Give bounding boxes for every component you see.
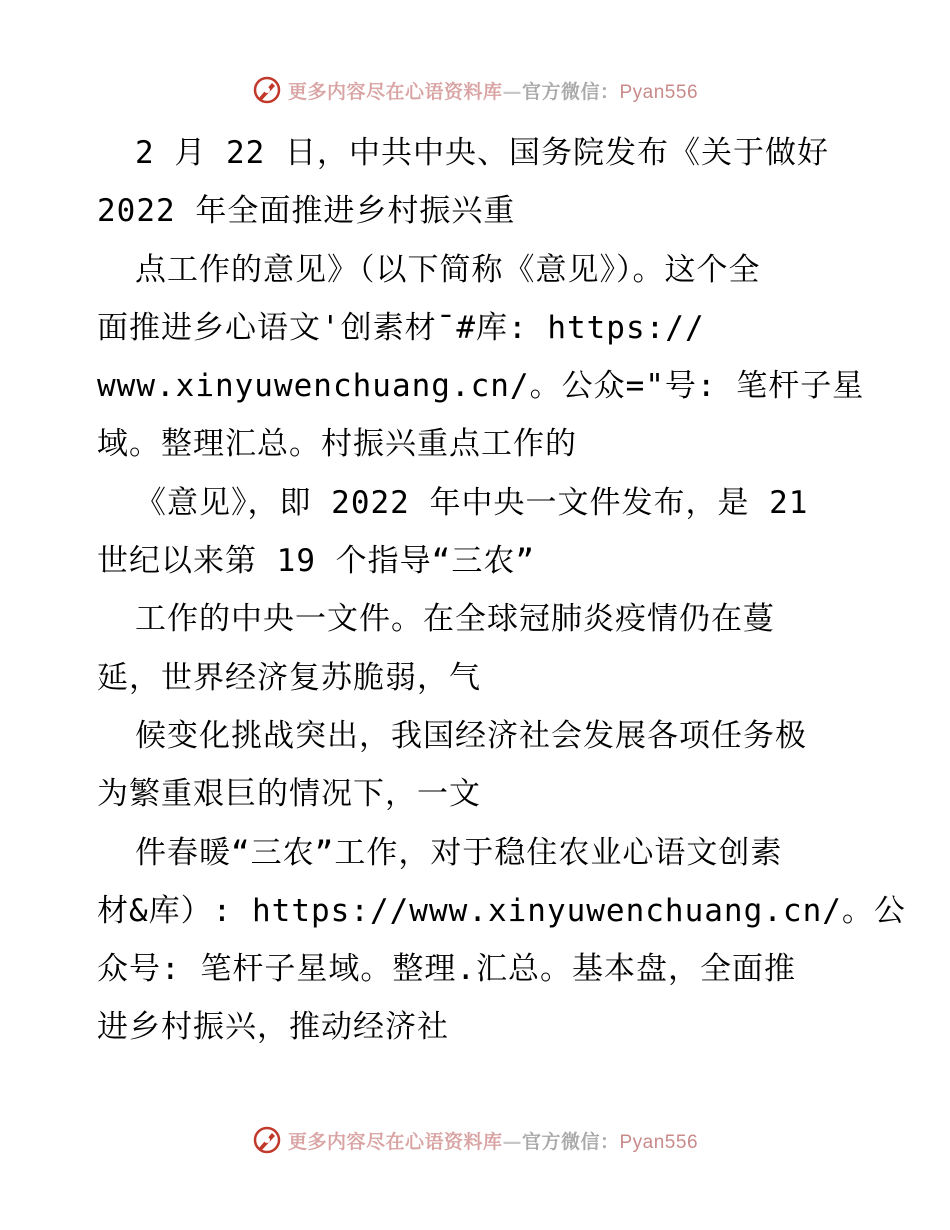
header-watermark-inner bbox=[252, 75, 698, 105]
footer-watermark-inner bbox=[252, 1125, 698, 1155]
footer-watermark bbox=[0, 1120, 950, 1160]
document-line-16: 进乡村振兴，推动经济社 bbox=[97, 1009, 449, 1046]
header-wechat-id: Pyan556 bbox=[619, 81, 699, 103]
document-line-6: 域。整理汇总。村振兴重点工作的 bbox=[97, 426, 577, 463]
footer-wechat-id: Pyan556 bbox=[619, 1131, 699, 1153]
document-line-2: 2022 年全面推进乡村振兴重 bbox=[97, 193, 516, 230]
document-line-8: 世纪以来第 19 个指导“三农” bbox=[97, 543, 535, 580]
document-line-15: 众号: 笔杆子星域。整理.汇总。基本盘，全面推 bbox=[97, 951, 796, 988]
footer-watermark-text bbox=[288, 1127, 698, 1154]
document-line-14: 材&库）: https://www.xinyuwenchuang.cn/。公 bbox=[97, 892, 906, 929]
header-separator: — bbox=[502, 80, 522, 103]
header-watermark-text bbox=[288, 77, 698, 104]
document-line-11: 候变化挑战突出，我国经济社会发展各项任务极 bbox=[135, 717, 807, 754]
header-official-label: 官方微信： bbox=[521, 80, 620, 103]
document-line-10: 延，世界经济复苏脆弱，气 bbox=[97, 659, 481, 696]
header-brand-text: 更多内容尽在心语资料库 bbox=[287, 80, 503, 103]
pen-logo-icon bbox=[252, 75, 282, 105]
header-watermark bbox=[0, 70, 950, 110]
document-line-9: 工作的中央一文件。在全球冠肺炎疫情仍在蔓 bbox=[135, 601, 775, 638]
document-line-7: 《意见》，即 2022 年中央一文件发布，是 21 bbox=[135, 484, 809, 521]
document-body bbox=[97, 124, 906, 1057]
footer-separator: — bbox=[502, 1130, 522, 1153]
footer-official-label: 官方微信： bbox=[521, 1130, 620, 1153]
document-line-13: 件春暖“三农”工作，对于稳住农业心语文创素 bbox=[135, 834, 783, 871]
document-line-12: 为繁重艰巨的情况下，一文 bbox=[97, 776, 481, 813]
document-line-1: 2 月 22 日，中共中央、国务院发布《关于做好 bbox=[135, 135, 829, 171]
document-line-3: 点工作的意见》（以下简称《意见》）。这个全 bbox=[135, 251, 761, 288]
pen-logo-icon bbox=[252, 1125, 282, 1155]
document-line-4: 面推进乡心语文'创素材¯#库: https:// bbox=[97, 309, 705, 346]
document-line-5: www.xinyuwenchuang.cn/。公众="号: 笔杆子星 bbox=[97, 368, 865, 405]
footer-brand-text: 更多内容尽在心语资料库 bbox=[287, 1130, 503, 1153]
